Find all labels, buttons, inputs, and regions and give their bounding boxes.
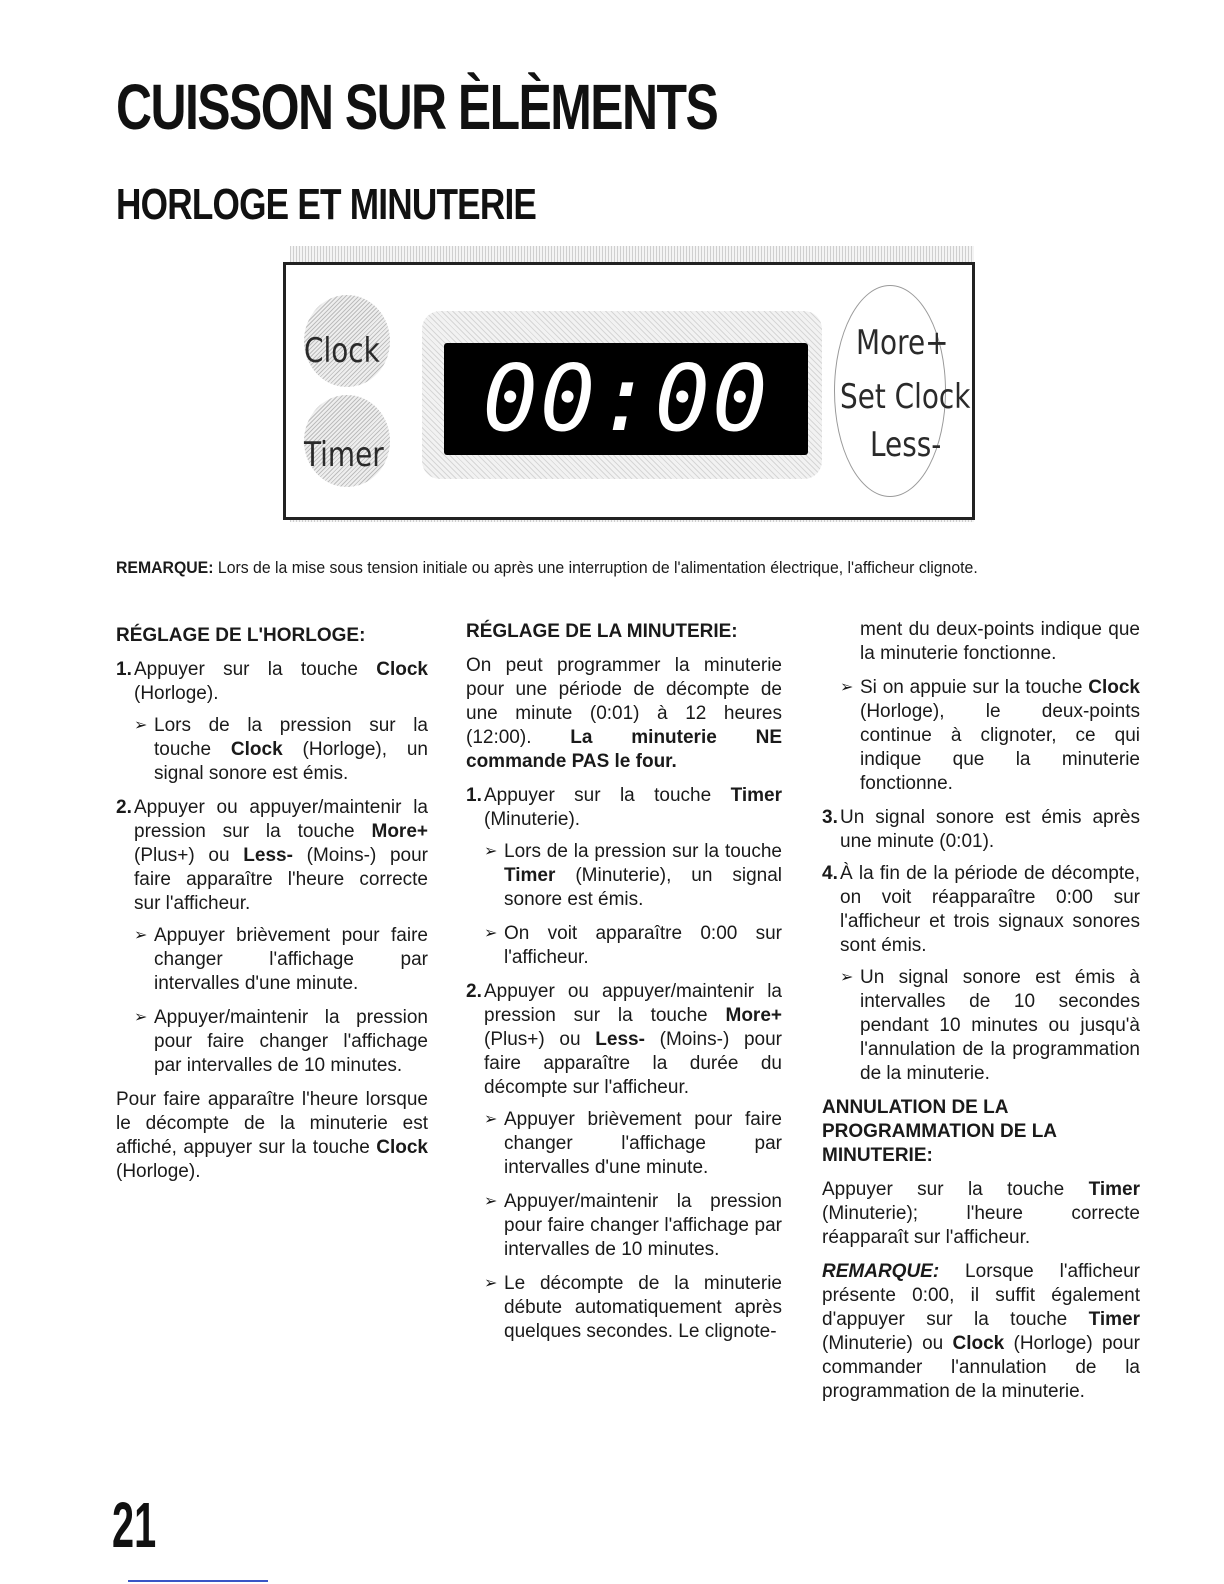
arrow-bullet-icon: ➢ — [484, 1193, 498, 1210]
timer-key-label: Timer — [304, 435, 384, 475]
paragraph-text: Lorsque l'afficheur présente 0:00, il suffit également d'appuyer sur la touche — [822, 1261, 1140, 1330]
note-text: Appuyer/maintenir la pression pour faire changer l'affichage par intervalles de 10 minutes. — [504, 1191, 782, 1260]
step-number: 2. — [466, 981, 482, 1002]
timer-note-continued: ment du deux-points indique que la minuterie fonctionne. — [860, 619, 1140, 664]
paragraph-text: (Minuterie); l'heure correcte réapparaît sur l'afficheur. — [822, 1203, 1140, 1248]
timer-step-1 — [466, 784, 782, 832]
note-text: On voit apparaître 0:00 sur l'afficheur. — [504, 923, 782, 968]
timer-intro — [466, 654, 782, 774]
note-text: Appuyer/maintenir la pression pour faire changer l'affichage par intervalles de 10 minutes. — [154, 1007, 428, 1076]
step-text: Appuyer sur la touche — [484, 785, 731, 806]
timer-key-ref: Timer — [730, 785, 782, 806]
paragraph-text: Pour faire apparaître l'heure lorsque le décompte de la minuterie est affiché, appuyer sur la touche — [116, 1089, 428, 1158]
step-text: (Moins-) pour faire apparaître la durée du décompte sur l'afficheur. — [484, 1029, 783, 1098]
note-text: Appuyer brièvement pour faire changer l'affichage par intervalles d'une minute. — [504, 1109, 782, 1178]
clock-closing-paragraph — [116, 1088, 428, 1184]
timer-key-ref: Timer — [1088, 1309, 1140, 1330]
note-text: (Horloge), un signal sonore est émis. — [154, 739, 429, 784]
step-text: Un signal sonore est émis après une minute (0:01). — [840, 807, 1140, 852]
timer-setting-heading: RÉGLAGE DE LA MINUTERIE: — [466, 621, 738, 642]
arrow-bullet-icon: ➢ — [484, 925, 498, 942]
step-number: 4. — [822, 863, 838, 884]
clock-key-ref: Clock — [1088, 677, 1140, 698]
arrow-bullet-icon: ➢ — [840, 969, 854, 986]
note-text: Si on appuie sur la touche — [860, 677, 1089, 698]
cancel-remark-paragraph — [822, 1260, 1140, 1404]
paragraph-text: Appuyer sur la touche — [822, 1179, 1089, 1200]
step-number: 2. — [116, 797, 132, 818]
step-text: (Plus+) ou — [134, 845, 244, 866]
timer-setting-column — [466, 620, 782, 1354]
step-number: 1. — [116, 659, 132, 680]
step-text: Appuyer ou appuyer/maintenir la pression sur la touche — [484, 981, 782, 1026]
remark-label: REMARQUE: — [822, 1261, 940, 1282]
clock-setting-column — [116, 624, 428, 1194]
step-text: Appuyer ou appuyer/maintenir la pression sur la touche — [134, 797, 428, 842]
cancel-timer-heading: ANNULATION DE LA PROGRAMMATION DE LA MINUTERIE: — [822, 1097, 1057, 1166]
page-number: 21 — [112, 1489, 157, 1561]
step-text: Appuyer sur la touche — [134, 659, 377, 680]
step-text: (Plus+) ou — [484, 1029, 596, 1050]
more-key-ref: More+ — [371, 821, 428, 842]
clock-key-label: Clock — [304, 331, 380, 371]
timer-key-ref: Timer — [1088, 1179, 1140, 1200]
power-note — [116, 558, 978, 578]
note-text: Lors de la mise sous tension initiale ou après une interruption de l'alimentation électrique, l'afficheur clignote. — [217, 558, 978, 577]
clock-step-2-note-1 — [116, 924, 428, 996]
paragraph-text: (Horloge). — [116, 1161, 201, 1182]
arrow-bullet-icon: ➢ — [134, 927, 148, 944]
display-readout: 00:00 — [482, 345, 770, 452]
arrow-bullet-icon: ➢ — [840, 679, 854, 696]
timer-step-1-note-2 — [466, 922, 782, 970]
step-text: (Minuterie). — [484, 809, 581, 830]
step-text: À la fin de la période de décompte, on voit réapparaître 0:00 sur l'afficheur et trois signaux sonores sont émis. — [840, 863, 1140, 956]
paragraph-text: (Minuterie) ou — [822, 1333, 953, 1354]
note-text: Lors de la pression sur la touche — [504, 841, 782, 862]
note-text: Le décompte de la minuterie débute automatiquement après quelques secondes. Le clignote- — [504, 1273, 782, 1342]
note-text: (Horloge), le deux-points continue à clignoter, ce qui indique que la minuterie fonctionne. — [860, 701, 1140, 794]
step-text: (Moins-) pour faire apparaître l'heure correcte sur l'afficheur. — [134, 845, 429, 914]
step-text: (Horloge). — [134, 683, 219, 704]
note-text: Un signal sonore est émis à intervalles de 10 secondes pendant 10 minutes ou jusqu'à l'annulation de la programmation de la minuterie. — [860, 967, 1140, 1084]
timer-step-2-note-2 — [466, 1190, 782, 1262]
timer-step-2-note-1 — [466, 1108, 782, 1180]
clock-key-ref: Clock — [230, 739, 283, 760]
note-text: (Minuterie), un signal sonore est émis. — [504, 865, 782, 910]
clock-key-ref: Clock — [952, 1333, 1005, 1354]
clock-during-timer-note — [822, 676, 1140, 796]
arrow-bullet-icon: ➢ — [134, 1009, 148, 1026]
paragraph-text: (Horloge) pour commander l'annulation de la programmation de la minuterie. — [822, 1333, 1140, 1402]
clock-key-ref: Clock — [376, 1137, 428, 1158]
control-panel-illustration — [283, 262, 975, 520]
less-key-ref: Less- — [243, 845, 293, 866]
note-text: Appuyer brièvement pour faire changer l'affichage par intervalles d'une minute. — [154, 925, 428, 994]
footer-rule — [128, 1580, 268, 1582]
timer-step-4-note — [822, 966, 1140, 1086]
set-clock-key-label: Set Clock — [840, 377, 971, 417]
timer-step-2 — [466, 980, 782, 1100]
clock-step-1 — [116, 658, 428, 706]
arrow-bullet-icon: ➢ — [134, 717, 148, 734]
timer-key-ref: Timer — [504, 865, 556, 886]
note-label: REMARQUE: — [116, 558, 214, 577]
arrow-bullet-icon: ➢ — [484, 1111, 498, 1128]
step-number: 3. — [822, 807, 838, 828]
clock-setting-heading: RÉGLAGE DE L'HORLOGE: — [116, 625, 366, 646]
timer-continued-column — [822, 618, 1140, 1414]
display-screen — [444, 343, 808, 455]
arrow-bullet-icon: ➢ — [484, 843, 498, 860]
timer-warning: La minuterie NE commande PAS le four. — [466, 727, 782, 772]
step-number: 1. — [466, 785, 482, 806]
paragraph-text: On peut programmer la minuterie pour une période de décompte de une minute (0:01) à 12 heures (12:00). — [466, 655, 782, 748]
chapter-title: CUISSON SUR ÈLÈMENTS — [116, 71, 718, 143]
timer-step-1-note-1 — [466, 840, 782, 912]
less-key-ref: Less- — [595, 1029, 645, 1050]
clock-step-2-note-2 — [116, 1006, 428, 1078]
note-text: Lors de la pression sur la touche — [154, 715, 428, 760]
more-key-ref: More+ — [725, 1005, 782, 1026]
arrow-bullet-icon: ➢ — [484, 1275, 498, 1292]
clock-step-2 — [116, 796, 428, 916]
more-key-label: More+ — [856, 323, 949, 363]
less-key-label: Less- — [870, 425, 942, 465]
timer-step-4 — [822, 862, 1140, 958]
timer-step-2-note-3 — [466, 1272, 782, 1344]
clock-key-ref: Clock — [376, 659, 428, 680]
clock-step-1-note — [116, 714, 428, 786]
section-title: HORLOGE ET MINUTERIE — [116, 180, 537, 229]
timer-step-3 — [822, 806, 1140, 854]
cancel-timer-paragraph — [822, 1178, 1140, 1250]
